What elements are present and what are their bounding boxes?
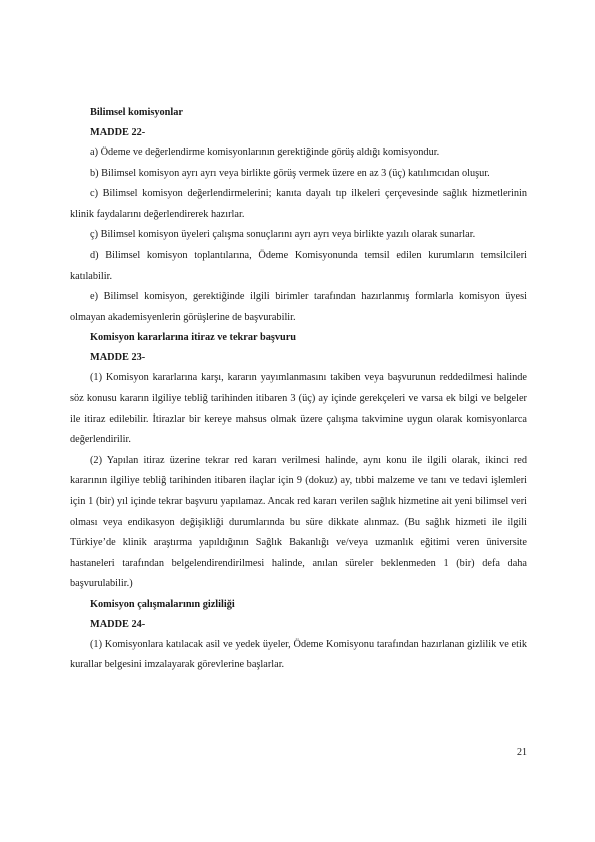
paragraph: b) Bilimsel komisyon ayrı ayrı veya birlikte görüş vermek üzere en az 3 (üç) katılımcıdan oluşur. [90,167,490,179]
paragraph: ç) Bilimsel komisyon üyeleri çalışma sonuçlarını ayrı ayrı veya birlikte yazılı olarak sunarlar. [90,229,476,241]
section-title: Komisyon çalışmalarının gizliliği [90,598,235,610]
paragraph: a) Ödeme ve değerlendirme komisyonlarının gerektiğinde görüş aldığı komisyondur. [90,147,440,158]
paragraph: (2) Yapılan itiraz üzerine tekrar red kararı verilmesi halinde, aynı konu ile ilgili olarak, ikinci red kararının ilgiliye tebliğ tarihinden itibaren ilaçlar için 9 (dokuz) ay, tıbbi malzeme ve tanı ve tedavi işlemleri için 1 (bir) yıl içinde tekrar başvuru yapılamaz. Ancak red kararı verilen sağlık hizmetine ait yeni bilimsel veri olması veya endikasyon değişikliği durumlarında bu süre dikkate alınmaz. (Bu sağlık hizmeti ile ilgili Türkiye’de klinik araştırma yapıldığının Sağlık Bakanlığı ve/veya uzmanlık eğitimi veren üniversite hastaneleri tarafından belgelendirendirilmesi halinde, anılan süreler beklenmeden 1 (bir) defa daha başvurulabilir.) [70,454,527,590]
page-number: 21 [517,747,527,758]
article-number: MADDE 23- [90,352,146,364]
section-title: Komisyon kararlarına itiraz ve tekrar başvuru [90,332,297,344]
paragraph: d) Bilimsel komisyon toplantılarına, Ödeme Komisyonunda temsil edilen kurumların temsilcileri katılabilir. [70,249,527,282]
section-title: Bilimsel komisyonlar [90,107,183,118]
section-komisyon-kararlarina-itiraz [70,328,527,595]
page-content [70,103,527,676]
section-bilimsel-komisyonlar [70,103,527,328]
paragraph: (1) Komisyonlara katılacak asil ve yedek üyeler, Ödeme Komisyonu tarafından hazırlanan gizlilik ve etik kurallar belgesini imzalayarak görevlerine başlarlar. [70,638,527,671]
paragraph: (1) Komisyon kararlarına karşı, kararın yayımlanmasını takiben veya başvurunun reddedilmesi halinde söz konusu kararın ilgiliye tebliğ tarihinden itibaren 3 (üç) ay içinde gerekçeleri ve varsa ek bilgi ve belgeler ile itiraz edilebilir. İtirazlar bir kereye mahsus olmak üzere çalışma takvimine uygun olarak komisyonlarca değerlendirilir. [70,372,527,446]
paragraph: c) Bilimsel komisyon değerlendirmelerini; kanıta dayalı tıp ilkeleri çerçevesinde sağlık hizmetlerinin klinik faydalarını değerlendirerek hazırlar. [70,188,527,220]
paragraph: e) Bilimsel komisyon, gerektiğinde ilgili birimler tarafından hazırlanmış formlarla komisyon üyesi olmayan akademisyenlerin görüşlerine de başvurabilir. [70,291,527,323]
article-number: MADDE 24- [90,618,146,630]
article-number: MADDE 22- [90,127,146,138]
section-komisyon-gizliligi [70,595,527,676]
